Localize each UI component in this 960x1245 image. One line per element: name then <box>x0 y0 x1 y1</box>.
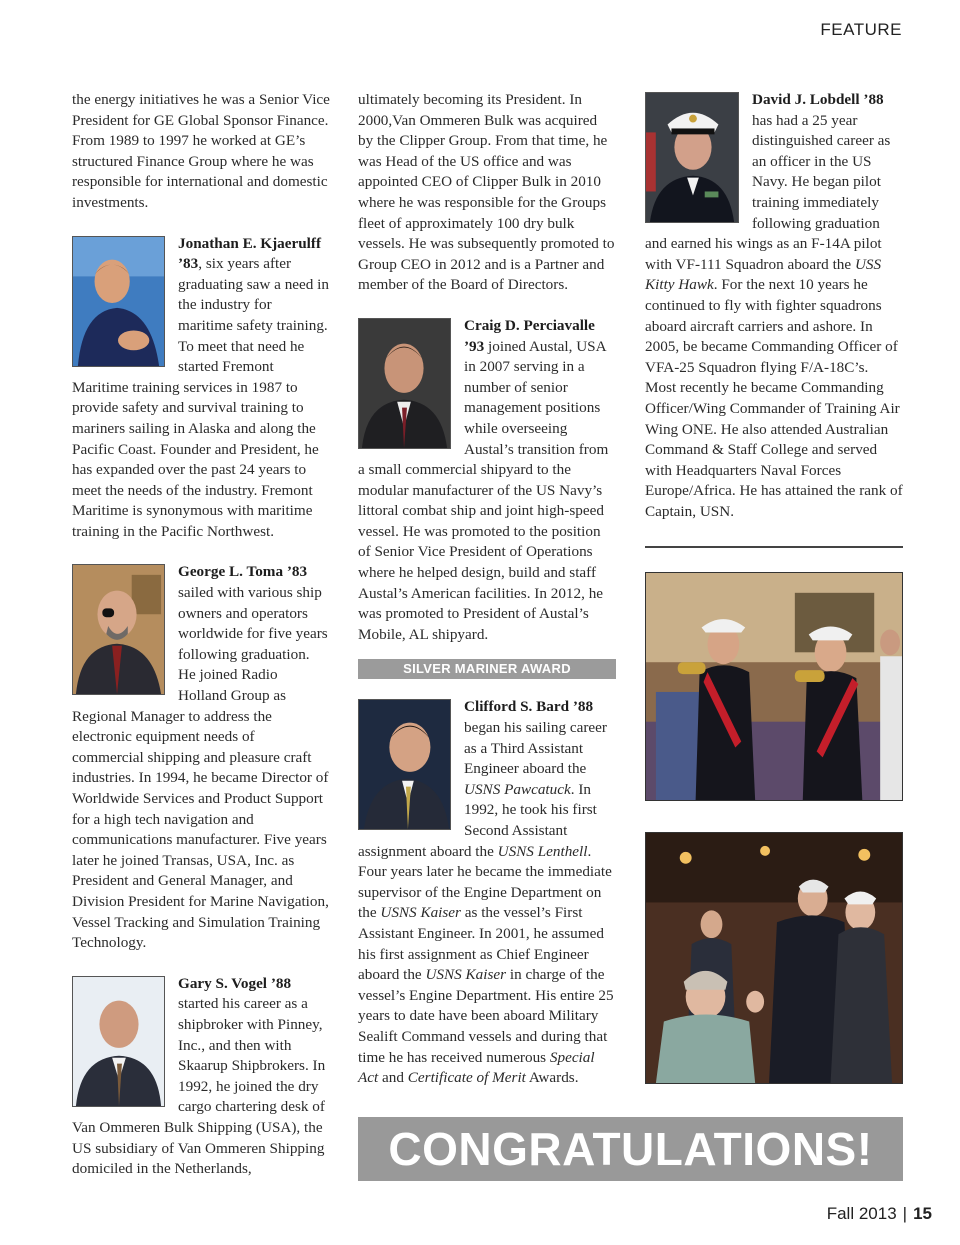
column-2 <box>358 90 616 1089</box>
text-bard-2: . In 1992, he took his first Second Assistant assignment aboard the <box>358 780 597 860</box>
text-bard-3: . Four years later he became the immediate supervisor of the Engine Department on the <box>358 842 612 922</box>
award-special-act: Special Act <box>358 1048 595 1087</box>
portrait-lobdell <box>645 92 739 223</box>
text-lobdell-2: . For the next 10 years he continued to fly with fighter squadrons aboard aircraft carriers and ashore. In 2005, be became Commanding Officer of VFA-25 Squadron flying F/A-18C’s. Most recently he became Commanding Officer/Wing Commander of Training Air Wing ONE. He also attended Australian Command & Staff College and served with Headquarters Naval Forces Europe/Africa. He has attained the rank of Captain, USN. <box>645 276 903 520</box>
column1-intro: the energy initiatives he was a Senior Vice President for GE Global Sponsor Finance. From 1989 to 1997 he worked at GE’s structured Finance Group where he was responsible for international and domestic investments. <box>72 91 330 211</box>
issue-label: Fall 2013 <box>826 1204 897 1223</box>
award-certificate-of-merit: Certificate of Merit <box>407 1069 526 1087</box>
ship-lenthell: USNS Lenthell <box>497 842 588 860</box>
bio-bard <box>358 697 616 1088</box>
ship-kitty-hawk: USS Kitty Hawk <box>645 255 882 294</box>
text-toma: sailed with various ship owners and operators worldwide for five years following graduation. He joined Radio Holland Group as Regional Manager to address the electronic equipment needs of commercial shipping and pleasure craft industries. In 1994, he became Director of Worldwide Services and Product Support for a high tech navigation and communications manufacturer. Five years later he joined Transas, USA, Inc. as President and General Manager, and Division President for Marine Navigation, Vessel Tracking and Simulation Training Technology. <box>72 584 329 952</box>
footer-separator: | <box>902 1204 908 1223</box>
text-bard-4: as the vessel’s First Assistant Engineer. In 2001, he assumed his first assignment as Chief Engineer aboard the <box>358 904 604 984</box>
bio-kjaerulff <box>72 234 330 543</box>
name-perciavalle: Craig D. Perciavalle ’93 <box>464 316 595 355</box>
name-kjaerulff: Jonathan E. Kjaerulff ’83 <box>178 234 322 273</box>
portrait-vogel <box>72 976 165 1107</box>
bio-vogel <box>72 974 330 1180</box>
ship-pawcatuck: USNS Pawcatuck <box>464 780 571 798</box>
page-number: 15 <box>913 1204 932 1223</box>
name-bard: Clifford S. Bard ’88 <box>464 698 594 716</box>
column-3 <box>645 90 903 522</box>
column-divider-rule <box>645 546 903 548</box>
text-kjaerulff: , six years after graduating saw a need in the industry for maritime safety training. To meet that need he started Fremont Maritime training services in 1987 to provide safety and survival training to mariners sailing in Alaska and along the Pacific Coast. Founder and President, he has expanded over the past 24 years to meet the needs of the industry. Fremont Maritime is synonymous with maritime training in the Pacific Northwest. <box>72 255 329 540</box>
text-vogel: started his career as a shipbroker with Pinney, Inc., and then with Skaarup Shipbrokers. In 1992, he joined the dry cargo chartering desk of Van Ommeren Bulk Shipping (USA), the US subsidiary of Van Ommeren Shipping domiciled in the Netherlands, <box>72 995 326 1178</box>
bio-perciavalle <box>358 316 616 646</box>
bio-lobdell <box>645 90 903 522</box>
silver-mariner-award-banner: SILVER MARINER AWARD <box>358 659 616 679</box>
text-bard-1: began his sailing career as a Third Assistant Engineer aboard the <box>464 719 607 778</box>
ship-kaiser-2: USNS Kaiser <box>425 966 507 984</box>
text-lobdell-1: has had a 25 year distinguished career as an officer in the US Navy. He began pilot training immediately following graduation and earned his wings as an F-14A pilot with VF-111 Squadron aboard the <box>645 111 891 273</box>
text-perciavalle: joined Austal, USA in 2007 serving in a number of senior management positions while overseeing Austal’s transition from a small commercial shipyard to the modular manufacturer of the US Navy’s littoral combat ship and joint high-speed vessel. He was promoted to the position of Senior Vice President of Operations where he helped design, build and staff Austal’s American facilities. In 2012, he was promoted to President of Austal’s Mobile, AL shipyard. <box>358 337 609 643</box>
event-photo-trumpeters <box>645 572 903 801</box>
text-bard-6: and <box>378 1069 408 1087</box>
name-vogel: Gary S. Vogel ’88 <box>178 974 292 992</box>
text-bard-5: in charge of the vessel’s Engine Department. His entire 25 years to date have been aboard Military Sealift Command vessels and during that time he has received numerous <box>358 966 614 1066</box>
ship-kaiser-1: USNS Kaiser <box>380 904 461 922</box>
column-1 <box>72 90 330 1180</box>
event-photo-reception <box>645 832 903 1084</box>
portrait-bard <box>358 699 451 830</box>
portrait-toma <box>72 564 165 695</box>
congratulations-banner: CONGRATULATIONS! <box>358 1117 903 1181</box>
text-bard-7: Awards. <box>525 1069 579 1087</box>
bio-toma <box>72 562 330 953</box>
portrait-kjaerulff <box>72 236 165 367</box>
column2-intro: ultimately becoming its President. In 2000,Van Ommeren Bulk was acquired by the Clipper Group. From that time, he was Head of the US office and was appointed CEO of Clipper Bulk in 2010 where he was responsible for the Groups fleet of approximately 100 dry bulk vessels. He was subsequently promoted to Group CEO in 2012 and is a Partner and member of the Board of Directors. <box>358 91 615 294</box>
name-toma: George L. Toma ’83 <box>178 563 308 581</box>
portrait-perciavalle <box>358 318 451 449</box>
section-label: FEATURE <box>820 20 902 39</box>
name-lobdell: David J. Lobdell ’88 <box>752 91 884 108</box>
page-footer <box>827 1204 932 1224</box>
